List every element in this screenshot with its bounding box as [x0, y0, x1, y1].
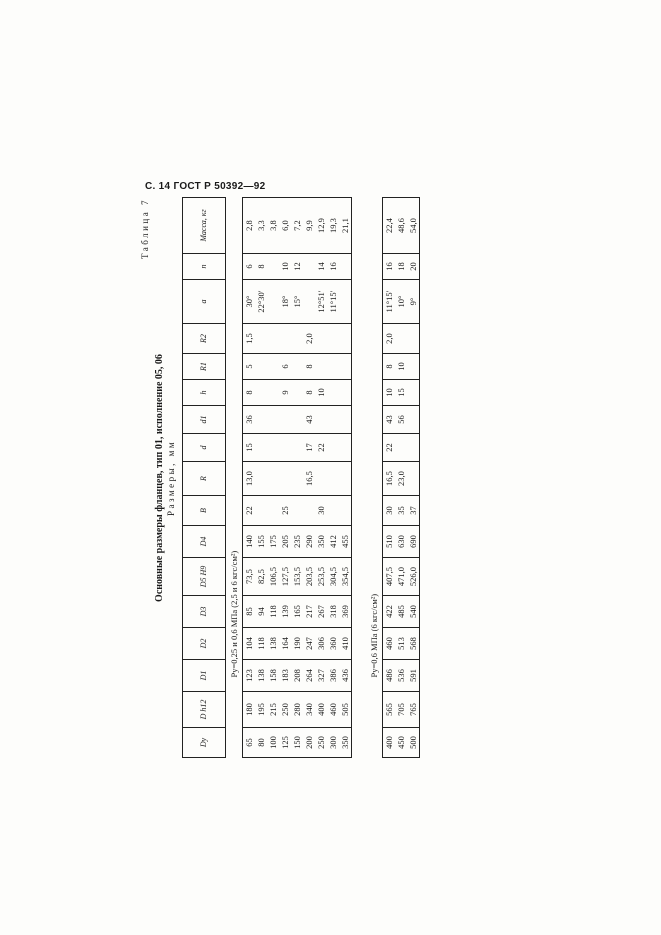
table-cell: 104 — [243, 628, 256, 660]
table-row — [383, 198, 396, 758]
column-header: D h12 — [183, 692, 226, 728]
table-cell: 16,5 — [303, 462, 315, 496]
table-cell — [255, 324, 267, 354]
table-cell — [255, 462, 267, 496]
table-cell: 190 — [291, 628, 303, 660]
table-cell: 12 — [291, 254, 303, 280]
section-label: Py=0,25 и 0,6 МПа (2,5 и 6 кгс/см²) — [229, 550, 239, 678]
table-cell: 568 — [407, 628, 420, 660]
table-cell: 8 — [255, 254, 267, 280]
table-cell: 43 — [383, 406, 396, 434]
table-cell: 354,5 — [339, 558, 352, 596]
table-cell: 73,5 — [243, 558, 256, 596]
column-header: D5 H9 — [183, 558, 226, 596]
table-row — [327, 198, 339, 758]
table-cell: 17 — [303, 434, 315, 462]
table-cell — [407, 354, 420, 380]
table-cell: 37 — [407, 496, 420, 526]
table-cell: 6 — [279, 354, 291, 380]
table-cell: 455 — [339, 526, 352, 558]
table-cell: 56 — [395, 406, 407, 434]
table-subtitle: Размеры, мм — [166, 439, 176, 517]
table-cell: 35 — [395, 496, 407, 526]
table-cell — [267, 496, 279, 526]
table-cell: 150 — [291, 728, 303, 758]
table-cell: 12,9 — [315, 198, 327, 254]
table-cell: 9,9 — [303, 198, 315, 254]
table-cell: 19,3 — [327, 198, 339, 254]
column-header: B — [183, 496, 226, 526]
table-cell: 264 — [303, 660, 315, 692]
table-row — [339, 198, 352, 758]
table-cell: 7,2 — [291, 198, 303, 254]
table-cell: 30 — [315, 496, 327, 526]
table-row — [267, 198, 279, 758]
table-cell: 10 — [383, 380, 396, 406]
table-cell — [339, 324, 352, 354]
table-cell: 3,8 — [267, 198, 279, 254]
table-cell: 8 — [303, 380, 315, 406]
table-cell — [279, 434, 291, 462]
table-cell — [267, 354, 279, 380]
table-cell: 235 — [291, 526, 303, 558]
table-cell: 280 — [291, 692, 303, 728]
column-header: D4 — [183, 526, 226, 558]
table-cell: 30 — [383, 496, 396, 526]
table-row — [243, 198, 256, 758]
table-row — [315, 198, 327, 758]
table-cell: 485 — [395, 596, 407, 628]
table-cell — [339, 254, 352, 280]
table-cell: 180 — [243, 692, 256, 728]
table-cell — [339, 496, 352, 526]
table-cell — [327, 462, 339, 496]
table-cell — [291, 380, 303, 406]
table-cell: 705 — [395, 692, 407, 728]
table-cell: 205 — [279, 526, 291, 558]
table-cell: 183 — [279, 660, 291, 692]
table-cell: 591 — [407, 660, 420, 692]
table-cell — [407, 380, 420, 406]
table-cell: 118 — [267, 596, 279, 628]
table-cell — [395, 434, 407, 462]
table-cell: 80 — [255, 728, 267, 758]
table-cell: 2,8 — [243, 198, 256, 254]
table-cell: 13,0 — [243, 462, 256, 496]
table-cell: 412 — [327, 526, 339, 558]
column-header: Dy — [183, 728, 226, 758]
table-cell — [315, 406, 327, 434]
table-cell: 350 — [339, 728, 352, 758]
table-cell — [267, 462, 279, 496]
table-cell: 15 — [243, 434, 256, 462]
table-cell: 125 — [279, 728, 291, 758]
table-row — [291, 198, 303, 758]
table-cell — [279, 462, 291, 496]
table-cell: 165 — [291, 596, 303, 628]
table-cell: 250 — [315, 728, 327, 758]
table-cell: 11°15′ — [383, 280, 396, 324]
table-cell: 540 — [407, 596, 420, 628]
table-cell: 203,5 — [303, 558, 315, 596]
table-cell: 513 — [395, 628, 407, 660]
table-cell: 386 — [327, 660, 339, 692]
table-cell — [267, 380, 279, 406]
table-cell: 6,0 — [279, 198, 291, 254]
table-cell — [291, 354, 303, 380]
table-cell: 340 — [303, 692, 315, 728]
table-cell: 94 — [255, 596, 267, 628]
table-cell — [267, 324, 279, 354]
table-sheet — [140, 198, 440, 758]
table-cell: 630 — [395, 526, 407, 558]
table-cell: 30° — [243, 280, 256, 324]
table-cell — [267, 280, 279, 324]
table-cell: 15 — [395, 380, 407, 406]
table-cell: 250 — [279, 692, 291, 728]
table-cell: 304,5 — [327, 558, 339, 596]
table-cell: 16 — [383, 254, 396, 280]
table-cell: 15° — [291, 280, 303, 324]
table-cell: 565 — [383, 692, 396, 728]
table-cell: 140 — [243, 526, 256, 558]
table-cell: 253,5 — [315, 558, 327, 596]
table-cell — [327, 496, 339, 526]
table-cell: 1,5 — [243, 324, 256, 354]
table-cell: 8 — [243, 380, 256, 406]
table-cell: 11°15′ — [327, 280, 339, 324]
table-row — [279, 198, 291, 758]
table-cell: 200 — [303, 728, 315, 758]
table-cell — [395, 324, 407, 354]
table-cell: 5 — [243, 354, 256, 380]
column-header: R — [183, 462, 226, 496]
table-cell: 2,0 — [383, 324, 396, 354]
table-cell — [327, 354, 339, 380]
table-cell: 123 — [243, 660, 256, 692]
table-cell: 3,3 — [255, 198, 267, 254]
table-cell: 10° — [395, 280, 407, 324]
table-row — [395, 198, 407, 758]
table-header-row — [183, 198, 226, 758]
table-cell: 23,0 — [395, 462, 407, 496]
table-cell: 2,0 — [303, 324, 315, 354]
table-cell: 460 — [383, 628, 396, 660]
table-cell — [327, 434, 339, 462]
table-cell: 765 — [407, 692, 420, 728]
table-cell — [303, 496, 315, 526]
table-cell: 8 — [383, 354, 396, 380]
table-row — [407, 198, 420, 758]
table-cell: 526,0 — [407, 558, 420, 596]
table-cell — [407, 324, 420, 354]
table-cell: 450 — [395, 728, 407, 758]
table-cell: 138 — [267, 628, 279, 660]
table-cell: 21,1 — [339, 198, 352, 254]
table-cell: 422 — [383, 596, 396, 628]
table-cell — [267, 406, 279, 434]
table-cell: 12°51′ — [315, 280, 327, 324]
table-cell: 158 — [267, 660, 279, 692]
table-cell: 18° — [279, 280, 291, 324]
column-header: R2 — [183, 324, 226, 354]
table-cell: 139 — [279, 596, 291, 628]
table-cell: 267 — [315, 596, 327, 628]
table-cell: 9 — [279, 380, 291, 406]
table-cell — [339, 406, 352, 434]
table-cell: 369 — [339, 596, 352, 628]
table-cell — [315, 324, 327, 354]
table-cell: 410 — [339, 628, 352, 660]
table-cell — [327, 380, 339, 406]
column-header: n — [183, 254, 226, 280]
column-header: Масса, кг — [183, 198, 226, 254]
page-header: С. 14 ГОСТ Р 50392—92 — [145, 181, 266, 192]
table-cell: 217 — [303, 596, 315, 628]
table-cell — [255, 496, 267, 526]
table-cell: 8 — [303, 354, 315, 380]
table-cell — [303, 280, 315, 324]
table-row — [255, 198, 267, 758]
table-cell: 195 — [255, 692, 267, 728]
table-cell — [327, 324, 339, 354]
table-cell: 10 — [395, 354, 407, 380]
table-cell — [407, 434, 420, 462]
table-cell — [339, 434, 352, 462]
table-cell: 65 — [243, 728, 256, 758]
table-cell: 400 — [315, 692, 327, 728]
table-cell — [267, 254, 279, 280]
column-header: d — [183, 434, 226, 462]
column-header: R1 — [183, 354, 226, 380]
table-cell — [315, 354, 327, 380]
table-cell: 505 — [339, 692, 352, 728]
table-cell — [291, 434, 303, 462]
table-cell: 16,5 — [383, 462, 396, 496]
table-cell: 175 — [267, 526, 279, 558]
table-cell: 22 — [243, 496, 256, 526]
table-cell: 407,5 — [383, 558, 396, 596]
table-cell: 436 — [339, 660, 352, 692]
table-cell: 118 — [255, 628, 267, 660]
dimensions-table — [182, 197, 420, 758]
table-cell: 208 — [291, 660, 303, 692]
column-header: D1 — [183, 660, 226, 692]
table-cell: 18 — [395, 254, 407, 280]
table-cell: 153,5 — [291, 558, 303, 596]
table-cell: 300 — [327, 728, 339, 758]
table-cell: 10 — [279, 254, 291, 280]
table-cell — [291, 324, 303, 354]
table-cell: 215 — [267, 692, 279, 728]
table-cell: 690 — [407, 526, 420, 558]
table-cell: 306 — [315, 628, 327, 660]
table-cell: 36 — [243, 406, 256, 434]
table-cell: 22,4 — [383, 198, 396, 254]
table-cell — [279, 324, 291, 354]
table-cell: 536 — [395, 660, 407, 692]
table-cell: 48,6 — [395, 198, 407, 254]
table-cell — [291, 406, 303, 434]
table-cell: 100 — [267, 728, 279, 758]
table-cell: 43 — [303, 406, 315, 434]
table-cell — [291, 496, 303, 526]
table-cell — [255, 406, 267, 434]
table-cell: 460 — [327, 692, 339, 728]
table-cell — [339, 354, 352, 380]
table-cell: 22 — [383, 434, 396, 462]
table-cell: 327 — [315, 660, 327, 692]
table-cell: 164 — [279, 628, 291, 660]
table-cell — [407, 462, 420, 496]
table-cell: 290 — [303, 526, 315, 558]
table-cell — [255, 380, 267, 406]
column-header: h — [183, 380, 226, 406]
table-cell — [407, 406, 420, 434]
table-cell: 138 — [255, 660, 267, 692]
table-cell: 25 — [279, 496, 291, 526]
table-cell — [315, 462, 327, 496]
table-cell: 510 — [383, 526, 396, 558]
table-cell: 360 — [327, 628, 339, 660]
table-cell: 500 — [407, 728, 420, 758]
table-cell — [339, 380, 352, 406]
table-cell — [327, 406, 339, 434]
table-cell — [339, 462, 352, 496]
table-cell — [279, 406, 291, 434]
table-cell: 127,5 — [279, 558, 291, 596]
table-cell: 85 — [243, 596, 256, 628]
table-cell — [255, 354, 267, 380]
table-cell — [267, 434, 279, 462]
table-cell: 20 — [407, 254, 420, 280]
table-title: Основные размеры фланцев, тип 01, исполнение 05, 06 — [154, 354, 165, 602]
table-cell: 247 — [303, 628, 315, 660]
table-cell: 318 — [327, 596, 339, 628]
table-cell: 82,5 — [255, 558, 267, 596]
table-cell: 16 — [327, 254, 339, 280]
table-cell: 106,5 — [267, 558, 279, 596]
table-cell — [291, 462, 303, 496]
table-cell: 6 — [243, 254, 256, 280]
table-cell — [339, 280, 352, 324]
table-cell: 9° — [407, 280, 420, 324]
table-cell: 14 — [315, 254, 327, 280]
table-cell: 22 — [315, 434, 327, 462]
column-header: D2 — [183, 628, 226, 660]
table-cell: 471,0 — [395, 558, 407, 596]
table-cell: 400 — [383, 728, 396, 758]
table-cell: 10 — [315, 380, 327, 406]
table-row — [303, 198, 315, 758]
column-header: d1 — [183, 406, 226, 434]
table-cell — [303, 254, 315, 280]
column-header: a — [183, 280, 226, 324]
column-header: D3 — [183, 596, 226, 628]
table-cell — [255, 434, 267, 462]
table-cell: 486 — [383, 660, 396, 692]
table-cell: 155 — [255, 526, 267, 558]
table-cell: 54,0 — [407, 198, 420, 254]
table-number: Таблица 7 — [140, 198, 150, 259]
table-cell: 22°30′ — [255, 280, 267, 324]
section-label: Py=0,6 МПа (6 кгс/см²) — [369, 593, 379, 678]
table-cell: 350 — [315, 526, 327, 558]
